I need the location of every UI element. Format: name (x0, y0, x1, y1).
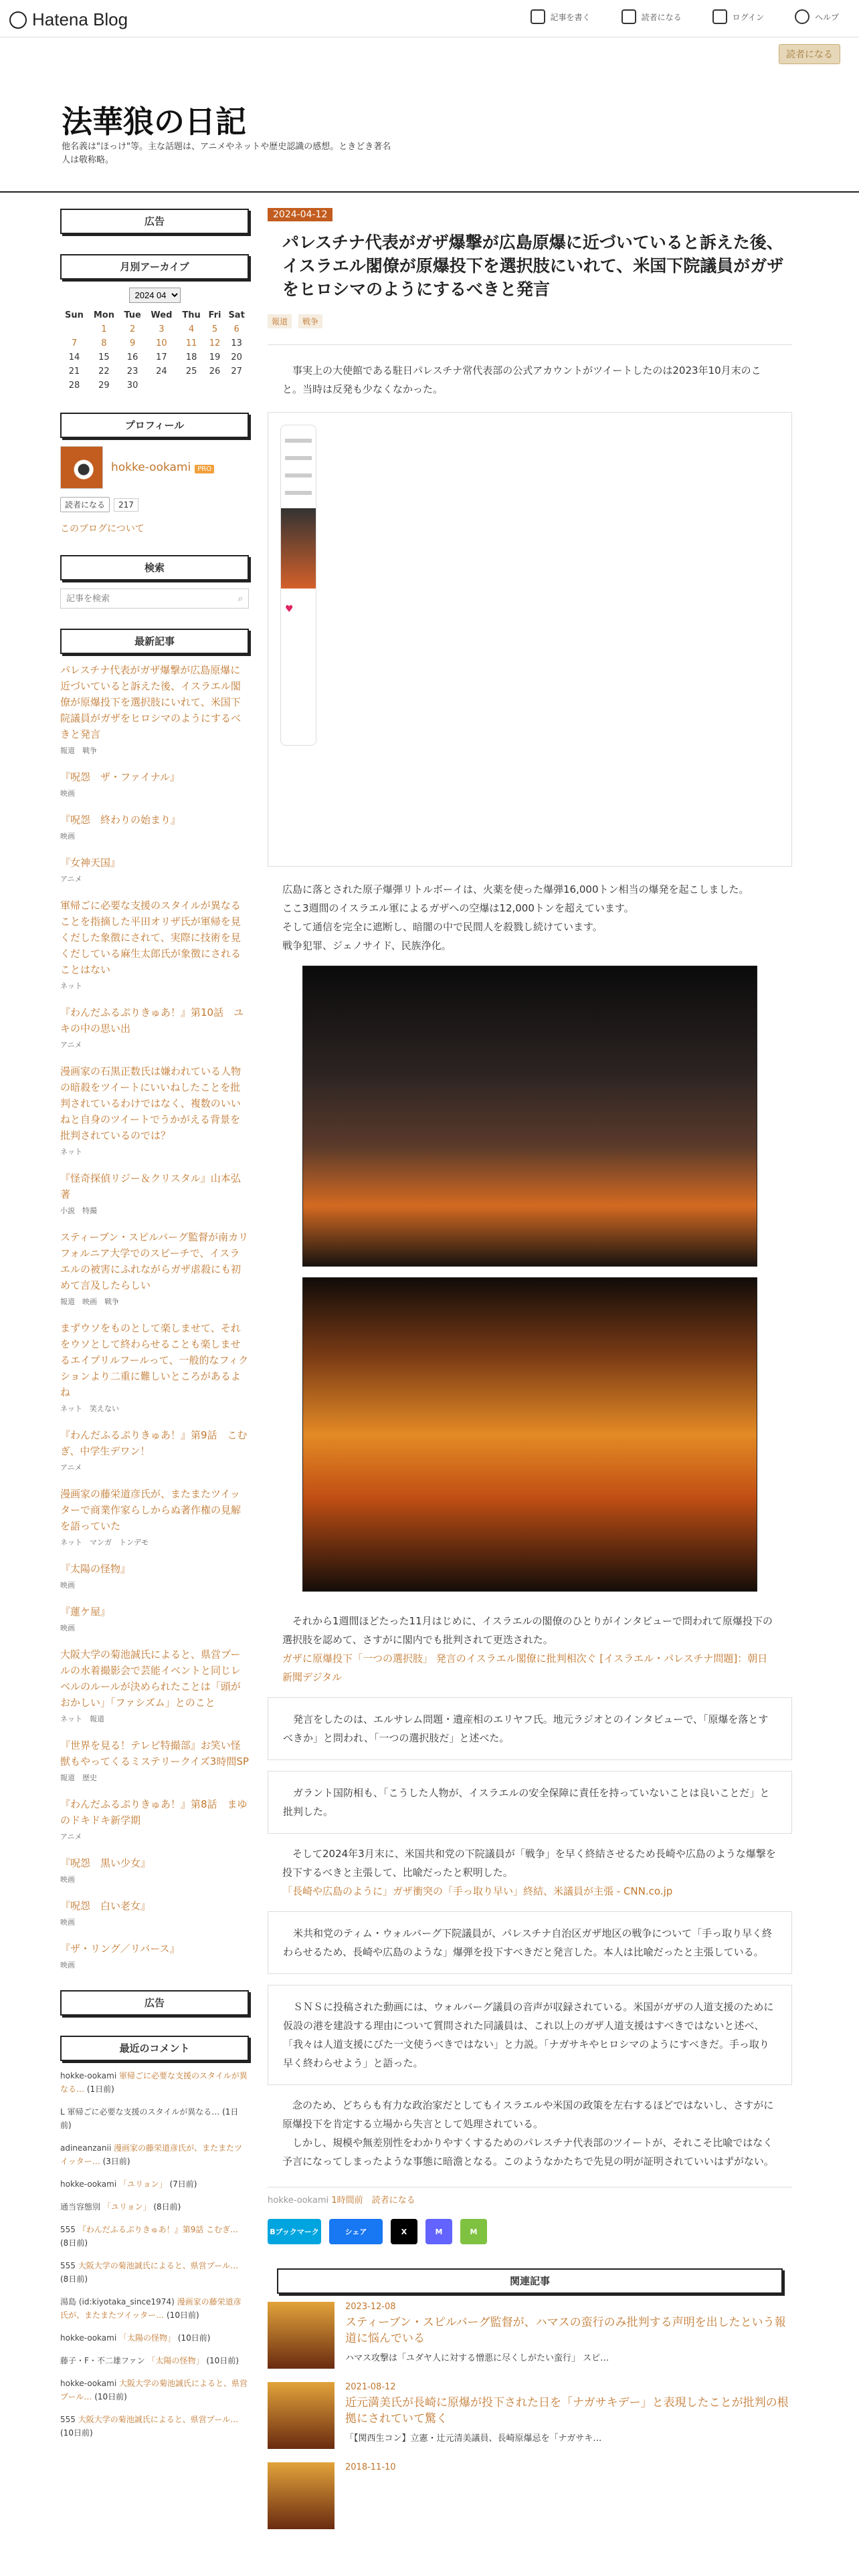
comment-item (60, 2331, 249, 2345)
blog-header (0, 37, 859, 193)
recent-entry-category[interactable]: 映画 (60, 1918, 75, 1927)
entry-title[interactable]: パレスチナ代表がガザ爆撃が広島原爆に近づいていると訴えた後、イスラエル閣僚が原爆投下を選択肢にいれて、米国下院議員がガザをヒロシマのようにするべきと発言 (282, 233, 784, 299)
comment-date: (10日前) (60, 2428, 93, 2438)
calendar-day[interactable]: 9 (129, 338, 136, 348)
recent-entry (60, 1427, 249, 1473)
recent-entry (60, 1486, 249, 1547)
comment-entry-link[interactable]: 漫画家の藤栄道彦氏が、またまたツイッター… (60, 2143, 243, 2166)
comment-date: (8日前) (60, 2238, 88, 2248)
about-link[interactable]: このブログについて (60, 524, 145, 534)
recent-entry (60, 1229, 249, 1307)
recent-entry-title[interactable]: 『わんだふるぷりきゅあ！』第9話 こむぎ、中学生デワン！ (60, 1429, 248, 1457)
reader-button[interactable]: 読者になる (779, 44, 840, 64)
recent-entry-title[interactable]: 『呪怨 黒い少女』 (60, 1857, 151, 1869)
recent-entry-title[interactable]: 『太陽の怪物』 (60, 1563, 131, 1575)
comment-entry-link[interactable]: 「ユリョン」 (118, 2179, 167, 2189)
calendar-day[interactable]: 1 (101, 324, 107, 334)
hatena-blog-logo[interactable]: Hatena Blog (9, 9, 128, 30)
search-module (60, 555, 249, 609)
recent-entry-title[interactable]: 漫画家の藤栄道彦氏が、またまたツイッターで商業作家らしからぬ著作権の見解を語っていた (60, 1488, 242, 1532)
archive-module (60, 254, 249, 393)
recent-entry-category[interactable]: アニメ (60, 1041, 82, 1049)
recent-entry-category[interactable]: ネット 笑えない (60, 1404, 119, 1413)
tweet-card (280, 425, 316, 746)
calendar-day[interactable]: 17 (156, 352, 167, 362)
quote-3: 米共和党のティム・ウォルバーグ下院議員が、パレスチナ自治区ガザ地区の戦争について「手っ取り早く終わらせるため、長崎や広島のような」爆弾を投下すべきだと発言した。本人は比喩だったと主張している。 (268, 1911, 792, 1974)
related-item[interactable] (268, 2462, 792, 2529)
calendar-day[interactable]: 21 (68, 366, 80, 377)
calendar-day[interactable]: 25 (185, 366, 197, 377)
comment-author[interactable]: 555 (60, 2415, 76, 2424)
related-heading: 関連記事 (277, 2268, 783, 2294)
comment-item (60, 2223, 249, 2250)
comment-entry-link[interactable]: 漫画家の藤栄道彦氏が、またまたツイッター… (60, 2297, 242, 2320)
subscribe-link[interactable]: 読者になる (622, 9, 682, 24)
calendar-day (60, 322, 88, 336)
comment-item (60, 2105, 249, 2132)
comment-author[interactable]: hokke-ookami (60, 2379, 117, 2388)
calendar-day[interactable]: 3 (159, 324, 165, 334)
entry-footer (268, 2193, 792, 2206)
comment-author[interactable]: hokke-ookami (60, 2179, 117, 2189)
comment-author[interactable]: L 軍帰ごに必要な支援のスタイルが異なる… (60, 2107, 220, 2117)
calendar-day (145, 379, 177, 393)
asahi-link[interactable]: ガザに原爆投下「一つの選択肢」 発言のイスラエル閣僚に批判相次ぐ [イスラエル・パレスチナ問題]：朝日新聞デジタル (282, 1652, 768, 1683)
comment-date: (10日前) (167, 2311, 199, 2320)
comment-item (60, 2295, 249, 2322)
calendar-day (205, 379, 225, 393)
recent-entry (60, 1855, 249, 1885)
recent-entry (60, 1898, 249, 1927)
calendar-day[interactable]: 14 (68, 352, 80, 362)
recent-entry (60, 1646, 249, 1724)
recent-entries-module (60, 629, 249, 1970)
related-thumbnail[interactable] (268, 2462, 335, 2529)
recent-entry (60, 769, 249, 798)
recent-entry-category[interactable]: 映画 (60, 789, 75, 798)
embedded-tweet[interactable] (268, 412, 792, 867)
comment-author[interactable]: 湯島 (id:kiyotaka_since1974) (60, 2297, 175, 2306)
quote-2: ガラント国防相も、「こうした人物が、イスラエルの安全保障に責任を持っていないことは良いことだ」と批判した。 (268, 1771, 792, 1834)
cnn-link[interactable]: 「長崎や広島のように」ガザ衝突の「手っ取り早い」終結、米議員が主張 - CNN.co.jp (282, 1885, 673, 1897)
paragraph-2: 広島に落とされた原子爆弾リトルボーイは、火薬を使った爆弾16,000トン相当の爆発を起こしました。 ここ3週間のイスラエル軍によるガザへの空爆は12,000トンを超えています。 そして通信を完全に遮断し、暗闇の中で民間人を殺戮し続けています。 戦争犯罪、ジェノサイド、民族浄化。 (282, 883, 749, 952)
comment-entry-link[interactable]: 「ユリョン」 (102, 2202, 151, 2212)
calendar-day-header: Sun (65, 310, 84, 320)
profile-heading: プロフィール (60, 413, 249, 438)
write-entry-link[interactable]: 記事を書く (531, 9, 591, 24)
comment-entry-link[interactable]: 「太陽の怪物」 (147, 2356, 204, 2365)
related-text (345, 2302, 792, 2369)
comment-item (60, 2377, 249, 2403)
comment-date: (8日前) (153, 2202, 181, 2212)
recent-entry-title[interactable]: まずウソをものとして楽しませて、それをウソとして終わらせることも楽しませるエイプリルフールって、一般的なフィクションより二重に難しいところがあるよね (60, 1322, 249, 1398)
ad-heading-2: 広告 (60, 1990, 249, 2016)
related-excerpt: ハマス攻撃は「ユダヤ人に対する憎悪に尽くしがたい蛮行」 スピ… (345, 2353, 609, 2363)
comment-author[interactable]: hokke-ookami (60, 2333, 117, 2343)
recent-entry-title[interactable]: 『世界を見る！テレビ特撮部』お笑い怪獣もやってくるミステリークイズ3時間SP (60, 1739, 249, 1767)
calendar-day[interactable]: 2 (129, 324, 136, 334)
calendar-day[interactable]: 29 (98, 381, 110, 391)
recent-entry (60, 1604, 249, 1633)
recent-entry-title[interactable]: パレスチナ代表がガザ爆撃が広島原爆に近づいていると訴えた後、イスラエル閣僚が原爆投下を選択肢にいれて、米国下院議員がガザをヒロシマのようにするべきと発言 (60, 664, 242, 740)
comment-item (60, 2177, 249, 2191)
comment-date: (7日前) (169, 2179, 197, 2189)
comment-author[interactable]: 通当容態別 (60, 2202, 101, 2212)
related-thumbnail[interactable] (268, 2382, 335, 2449)
related-text (345, 2382, 792, 2449)
related-thumbnail[interactable] (268, 2302, 335, 2369)
top-nav (531, 9, 839, 24)
calendar-day[interactable]: 30 (126, 381, 138, 391)
entry-categories (268, 314, 792, 328)
gaza-night-photo (302, 966, 757, 1267)
share-button[interactable]: Bブックマーク (268, 2219, 321, 2244)
calendar-day[interactable]: 11 (185, 338, 197, 348)
calendar-day (178, 379, 205, 393)
paragraph-3: それから1週間ほどたった11月はじめに、イスラエルの閣僚のひとりがインタビューで問われて原爆投下の選択肢を認めて、さすがに閣内でも批判されて更迭された。 (282, 1615, 773, 1646)
comment-date: (1日前) (86, 2084, 114, 2094)
comment-entry-link[interactable]: 軍帰ごに必要な支援のスタイルが異なる… (60, 2071, 248, 2094)
comment-date: (10日前) (206, 2356, 239, 2365)
recent-entry-category[interactable]: 報道 映画 戦争 (60, 1297, 119, 1306)
related-item[interactable] (268, 2382, 792, 2449)
related-title[interactable]: 近元満美氏が長崎に原爆が投下された日を「ナガサキデー」と表現したことが批判の根拠にされていて驚く (345, 2396, 789, 2426)
calendar-day[interactable]: 20 (231, 352, 242, 362)
comment-author[interactable]: adineanzanii (60, 2143, 112, 2153)
share-button[interactable]: M (460, 2219, 487, 2244)
entry-follow[interactable]: 読者になる (371, 2195, 415, 2206)
calendar-day-header: Tue (124, 310, 141, 320)
recent-entry-category[interactable]: 映画 (60, 1624, 75, 1632)
calendar-day[interactable]: 12 (209, 338, 221, 348)
archive-heading: 月別アーカイブ (60, 254, 249, 280)
quote-4: ＳＮＳに投稿された動画には、ウォルバーグ議員の音声が収録されている。米国がガザの人道支援のために仮設の港を建設する理由について質問された同議員は、これ以上のガザ人道支援はすべきではないと述べ、「我々は人道支援にびた一文使うべきではない」と力説。「ナガサキやヒロシマのようにすべきだ。手っ取り早く終わらせよう」と語った。 (268, 1985, 792, 2085)
related-title[interactable]: スティーブン・スピルバーグ監督が、ハマスの蛮行のみ批判する声明を出したという報道に悩んでいる (345, 2316, 786, 2345)
recent-entry (60, 1796, 249, 1842)
recent-entry-category[interactable]: ネット マンガ トンデモ (60, 1538, 149, 1547)
recent-entry-title[interactable]: 軍帰ごに必要な支援のスタイルが異なることを指摘した平田オリザ氏が軍帰を見くだした象徴にされて、実際に技術を見くだしている麻生太郎氏が象徴にされることはない (60, 899, 242, 976)
comment-item (60, 2069, 249, 2096)
top-bar (0, 0, 859, 37)
profile-module (60, 413, 249, 535)
ad-module-2 (60, 1990, 249, 2016)
comment-item (60, 2354, 249, 2367)
recent-entry (60, 1170, 249, 1216)
entry-author[interactable]: hokke-ookami (268, 2195, 329, 2206)
paragraph-4: そして2024年3月末に、米国共和党の下院議員が「戦争」を早く終結させるため長崎や広島のような爆撃を投下するべきと主張して、比喩だったと釈明した。 (282, 1848, 776, 1879)
related-entries (268, 2268, 792, 2529)
recent-entry-category[interactable]: 報道 歴史 (60, 1774, 97, 1782)
recent-entry-title[interactable]: 『女神天国』 (60, 857, 121, 869)
calendar-day[interactable]: 16 (126, 352, 138, 362)
recent-entry-title[interactable]: 『呪怨 終わりの始まり』 (60, 814, 181, 826)
comment-date: (10日前) (177, 2333, 211, 2343)
recent-entry-category[interactable]: 映画 (60, 1961, 75, 1969)
recent-entry-title[interactable]: 『蓮ケ屋』 (60, 1606, 111, 1618)
recent-entry-category[interactable]: アニメ (60, 1463, 82, 1472)
related-date[interactable]: 2021-08-12 (345, 2382, 396, 2392)
calendar-day[interactable]: 7 (71, 338, 78, 348)
related-text (345, 2462, 396, 2529)
profile-name[interactable]: hokke-ookami (111, 461, 191, 474)
comment-item (60, 2259, 249, 2286)
share-button[interactable]: シェア (329, 2219, 383, 2244)
heart-icon[interactable]: ♥ (285, 604, 294, 615)
calendar-day[interactable]: 13 (231, 338, 242, 348)
recent-entry (60, 1320, 249, 1414)
comment-date: (10日前) (94, 2392, 127, 2401)
help-link[interactable]: ヘルプ (795, 9, 839, 24)
recent-entry (60, 812, 249, 841)
recent-entry-title[interactable]: 『ザ・リング／リバース』 (60, 1943, 180, 1955)
comment-date: (3日前) (102, 2157, 130, 2166)
comment-entry-link[interactable]: 大阪大学の菊池誠氏によると、県営プール… (60, 2379, 248, 2401)
article (268, 207, 792, 2543)
recent-entry-category[interactable]: ネット (60, 1148, 82, 1156)
paragraph-5: 念のため、どちらも有力な政治家だとしてもイスラエルや米国の政策を左右するほどではないし、さすがに原爆投下を肯定する立場から失言として処理されている。 (282, 2099, 774, 2130)
edit-icon (531, 9, 545, 24)
comment-author[interactable]: 藤子・F・不二雄ファン (60, 2356, 145, 2365)
recent-entry (60, 855, 249, 884)
recent-entry-category[interactable]: 映画 (60, 1875, 75, 1884)
recent-entry-category[interactable]: アニメ (60, 1832, 82, 1841)
recent-entry-category[interactable]: 映画 (60, 1581, 75, 1590)
calendar-day[interactable]: 6 (233, 324, 240, 334)
share-buttons (268, 2219, 792, 2244)
recent-entry (60, 1561, 249, 1590)
recent-entry (60, 1063, 249, 1157)
calendar-day[interactable]: 27 (231, 366, 242, 377)
quote-1: 発言をしたのは、エルサレム問題・遺産相のエリヤフ氏。地元ラジオとのインタビューで、「原爆を落とすべきか」と問われ、「一つの選択肢だ」と述べた。 (268, 1697, 792, 1760)
calendar-day[interactable]: 24 (156, 366, 167, 377)
hatena-logo-icon (9, 11, 27, 29)
recent-entry (60, 897, 249, 991)
comment-entry-link[interactable]: 『わんだふるぷりきゅあ！』第9話 こむぎ… (78, 2225, 239, 2234)
calendar-day[interactable]: 18 (185, 352, 197, 362)
comment-author[interactable]: 555 (60, 2225, 76, 2234)
related-date[interactable]: 2018-11-10 (345, 2462, 396, 2472)
calendar-day[interactable]: 8 (101, 338, 107, 348)
calendar-day (224, 379, 249, 393)
calendar-day[interactable]: 28 (68, 381, 80, 391)
recent-entry-title[interactable]: 『怪奇探偵リジー＆クリスタル』山本弘著 (60, 1172, 241, 1200)
comments-heading: 最近のコメント (60, 2036, 249, 2061)
calendar-day-header: Thu (182, 310, 201, 320)
share-button[interactable]: M (425, 2219, 452, 2244)
pro-badge: PRO (195, 465, 214, 473)
follower-count: 217 (114, 498, 138, 512)
comment-entry-link[interactable]: 大阪大学の菊池誠氏によると、県営プール… (78, 2261, 239, 2270)
calendar-day[interactable]: 22 (98, 366, 110, 377)
recent-entry (60, 1941, 249, 1970)
recent-entry-category[interactable]: ネット 報道 (60, 1715, 104, 1723)
recent-entry-category[interactable]: ネット (60, 982, 82, 990)
comment-entry-link[interactable]: 大阪大学の菊池誠氏によると、県営プール… (78, 2415, 239, 2424)
follow-button[interactable]: 読者になる (60, 497, 110, 512)
ad-heading: 広告 (60, 209, 249, 234)
recent-entry-title[interactable]: 『呪怨 ザ・ファイナル』 (60, 771, 180, 783)
calendar-day[interactable]: 10 (156, 338, 167, 348)
avatar[interactable] (60, 446, 103, 489)
recent-entry (60, 1004, 249, 1050)
user-icon (795, 9, 809, 24)
paragraph-1: 事実上の大使館である駐日パレスチナ常代表部の公式アカウントがツイートしたのは2023年10月末のこと。当時は反発も少なくなかった。 (282, 364, 761, 395)
entry-date[interactable]: 2024-04-12 (268, 208, 332, 221)
ad-module (60, 209, 249, 234)
gaza-fire-photo (302, 1277, 757, 1592)
recent-entry-title[interactable]: 『わんだふるぷりきゅあ！』第10話 ユキの中の思い出 (60, 1006, 244, 1035)
comment-date: (8日前) (60, 2274, 88, 2284)
paragraph-6: しかし、規模や無差別性をわかりやすくするためのパレスチナ代表部のツイートが、それこそ比喩ではなく予言になってしまったような事態に暗澹となる。このようなかたちで先見の明が証明されていいはずがない。 (282, 2137, 774, 2167)
share-button[interactable]: X (391, 2219, 417, 2244)
recent-entry-title[interactable]: 『呪怨 白い老女』 (60, 1900, 151, 1912)
login-link[interactable]: ログイン (712, 9, 764, 24)
search-icon[interactable]: ⌕ (237, 593, 243, 604)
archive-select[interactable] (129, 288, 181, 303)
calendar-day-header: Wed (151, 310, 173, 320)
calendar-day[interactable]: 23 (126, 366, 138, 377)
entry-time[interactable]: 1時間前 (331, 2195, 363, 2206)
calendar-day-header: Fri (208, 310, 221, 320)
comment-author[interactable]: hokke-ookami (60, 2071, 117, 2080)
recent-entry-title[interactable]: 大阪大学の菊池誠氏によると、県営プールの水着撮影会で芸能イベントと同じレベルのルールが決められたことは「頭がおかしい」「ファシズム」とのこと (60, 1648, 242, 1709)
related-item[interactable] (268, 2302, 792, 2369)
comment-date: (1日前) (60, 2107, 239, 2130)
calendar-day[interactable]: 26 (209, 366, 221, 377)
search-heading: 検索 (60, 555, 249, 580)
category-war[interactable]: 戦争 (298, 314, 322, 328)
comment-item (60, 2413, 249, 2440)
blog-title[interactable]: 法華狼の日記 (62, 104, 246, 140)
recent-entry-category[interactable]: 小説 特撮 (60, 1206, 97, 1215)
calendar-day[interactable]: 4 (188, 324, 195, 334)
recent-entry-title[interactable]: 『わんだふるぷりきゅあ！』第8話 まゆのドキドキ新学期 (60, 1798, 248, 1826)
comment-author[interactable]: 555 (60, 2261, 76, 2270)
recent-entry-category[interactable]: アニメ (60, 875, 82, 883)
reader-icon (622, 9, 636, 24)
calendar-day[interactable]: 19 (209, 352, 221, 362)
related-date[interactable]: 2023-12-08 (345, 2302, 396, 2312)
recent-entry-title[interactable]: 漫画家の石黒正数氏は嫌われている人物の暗殺をツイートにいいねしたことを批判されているわけではなく、複数のいいねと自身のツイートでうかがえる背景を批判されているのでは？ (60, 1065, 242, 1142)
category-news[interactable]: 報道 (268, 314, 292, 328)
blog-description: 他名義は"ほっけ"等。主な話題は、アニメやネットや歴史認識の感想。ときどき著名人は敬称略。 (62, 142, 391, 165)
recent-entry-category[interactable]: 報道 戦争 (60, 746, 97, 755)
recent-entry (60, 662, 249, 756)
calendar-day-header: Sat (228, 310, 245, 320)
calendar-day-header: Mon (93, 310, 114, 320)
comment-entry-link[interactable]: 「太陽の怪物」 (118, 2333, 175, 2343)
related-excerpt: 「【関西生コン】立憲・辻元清美議員、長崎原爆忌を「ナガサキ… (345, 2434, 602, 2444)
recent-entry-title[interactable]: スティーブン・スピルバーグ監督が南カリフォルニア大学でのスピーチで、イスラエルの被害にふれながらガザ虐殺にも初めて言及したらしい (60, 1231, 249, 1291)
recent-heading: 最新記事 (60, 629, 249, 654)
comment-item (60, 2141, 249, 2168)
sidebar (60, 209, 249, 2460)
recent-comments-module (60, 2036, 249, 2440)
calendar (60, 308, 249, 393)
calendar-day[interactable]: 5 (211, 324, 218, 334)
recent-entry-category[interactable]: 映画 (60, 832, 75, 841)
recent-entry (60, 1737, 249, 1783)
bell-icon (712, 9, 727, 24)
calendar-day[interactable]: 15 (98, 352, 110, 362)
comment-item (60, 2200, 249, 2214)
search-input[interactable] (66, 594, 213, 604)
